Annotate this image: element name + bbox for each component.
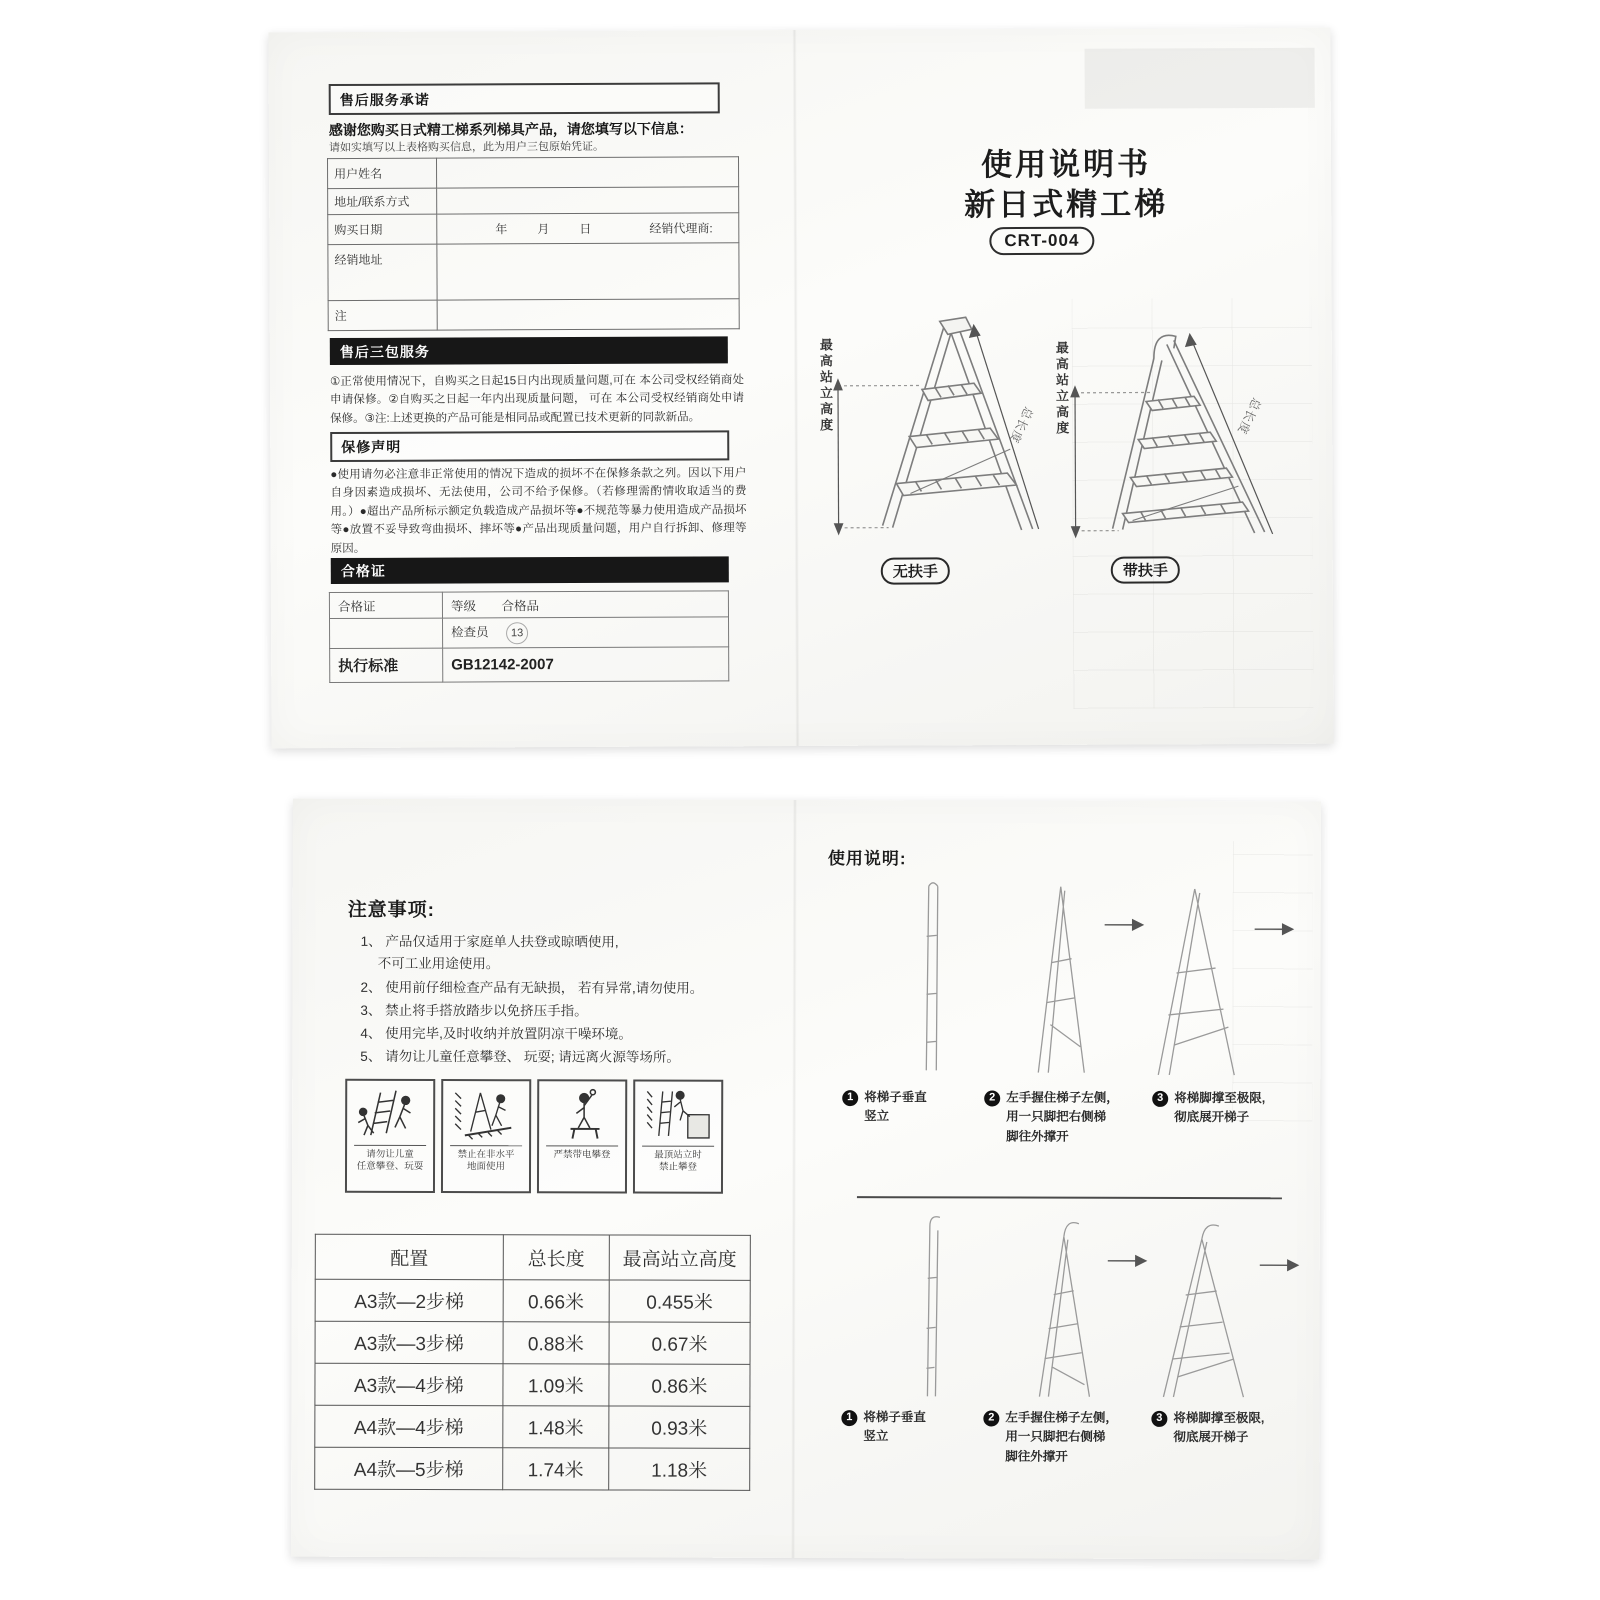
total-length-label: 总长度 <box>1006 404 1036 446</box>
certificate-header: 合格证 <box>331 556 729 584</box>
step-number-badge: 1 <box>842 1090 858 1106</box>
certificate-table <box>329 590 729 683</box>
grade-value: 合格品 <box>501 598 539 613</box>
spec-cell: 0.67米 <box>609 1322 750 1364</box>
note-item: 5、 请勿让儿童任意攀登、 玩耍; 请远离火源等场所。 <box>360 1049 680 1065</box>
inspector-label: 检查员 <box>451 624 489 640</box>
standard-value: GB12142-2007 <box>443 647 729 682</box>
unfold-steps-diagram-tall <box>841 1208 1302 1401</box>
handrail-badge: 带扶手 <box>1111 556 1180 583</box>
section-divider <box>857 1196 1282 1199</box>
spec-header-row <box>315 1234 750 1280</box>
thanks-note: 请如实填写以上表格购买信息，此为用户三包原始凭证。 <box>328 140 604 155</box>
inspector-cell <box>443 617 729 648</box>
notes-list <box>360 931 770 1071</box>
total-length-label: 总长度 <box>1234 395 1264 437</box>
table-row <box>328 243 739 301</box>
no-uneven-ground-icon <box>447 1085 525 1143</box>
unfold-steps-diagram-short <box>842 874 1303 1081</box>
step-number-badge: 1 <box>841 1410 857 1426</box>
step-caption <box>983 1408 1148 1467</box>
table-row <box>330 617 729 649</box>
note-item: 4、 使用完毕,及时收纳并放置阴凉干噪环境。 <box>360 1025 632 1042</box>
spec-cell: A4款—4步梯 <box>315 1405 503 1447</box>
model-badge: CRT-004 <box>989 227 1094 255</box>
warranty-statement-header: 保修声明 <box>330 430 729 462</box>
step-number-badge: 2 <box>983 1410 999 1426</box>
three-guarantee-text: ①正常使用情况下，自购买之日起15日内出现质量问题,可在 本公司受权经销商处申请保修。②自购买之日起一年内出现质量问题， 可在 本公司受权经销商处申请保修。③注:上述更换的产品可能是相同品或配置已技术更新的同款新品。 <box>329 374 745 425</box>
spec-cell: A3款—2步梯 <box>315 1279 503 1321</box>
spec-cell: 0.93米 <box>609 1406 750 1448</box>
spec-row <box>315 1363 750 1406</box>
step-caption <box>1152 1089 1312 1128</box>
divider <box>354 1145 426 1146</box>
three-guarantee-header: 售后三包服务 <box>330 336 728 365</box>
no-electric-work-icon <box>543 1085 621 1143</box>
step-text: 左手握住梯子左侧， 用一只脚把右侧梯 脚往外撑开 <box>1006 1090 1119 1144</box>
standard-label: 执行标准 <box>330 648 443 682</box>
step-caption <box>1151 1409 1311 1448</box>
spec-cell: 1.74米 <box>503 1448 609 1490</box>
thanks-line: 感谢您购买日式精工梯系列梯具产品，请您填写以下信息： <box>328 120 693 139</box>
spec-cell: A3款—3步梯 <box>315 1321 503 1363</box>
purchase-date-cell <box>437 213 739 244</box>
spec-header: 配置 <box>315 1234 503 1279</box>
warning-box-electric <box>537 1079 627 1193</box>
grade-cell <box>442 591 728 618</box>
step-caption <box>984 1088 1149 1147</box>
step-number-badge: 2 <box>984 1090 1000 1106</box>
row-label: 注 <box>328 300 437 330</box>
bleedthrough-ghost <box>1085 48 1315 109</box>
step-text: 左手握住梯子左侧， 用一只脚把右侧梯 脚往外撑开 <box>1005 1410 1118 1464</box>
divider <box>546 1145 618 1146</box>
manual-title-line1: 使用说明书 <box>980 146 1152 183</box>
date-placeholders: 年 月 日 <box>495 221 594 237</box>
dealer-label: 经销代理商: <box>649 221 713 236</box>
step-caption <box>841 1408 976 1447</box>
row-value-blank <box>436 157 738 188</box>
spec-row <box>315 1405 750 1448</box>
after-sales-promise-header: 售后服务承诺 <box>329 82 720 115</box>
warning-box-children <box>345 1079 435 1193</box>
warning-caption: 禁止在非水平 地面使用 <box>457 1149 515 1173</box>
step-caption <box>842 1088 977 1127</box>
manual-title-line2: 新日式精工梯 <box>964 186 1169 223</box>
warranty-statement-text: ●使用请勿必注意非正常使用的情况下造成的损坏不在保修条款之列。因以下用户自身因素造成损坏、无法使用，公司不给予保修。（若修理需酌情收取适当的费用。）●超出产品所标示额定负载造成产品损坏等●不规范等暴力使用造成产品损坏等●放置不妥导致弯曲损坏、摔坏等●产品出现质量问题，用户自行拆卸、修理等原因。 <box>330 467 747 555</box>
note-item: 2、 使用前仔细检查产品有无缺损， 若有异常,请勿使用。 <box>360 979 704 996</box>
spec-cell: 1.48米 <box>503 1406 609 1448</box>
usage-page <box>811 800 1321 1559</box>
table-row <box>328 187 739 215</box>
table-row <box>329 591 728 619</box>
warning-caption: 请勿让儿童 任意攀登、玩耍 <box>356 1148 424 1173</box>
row-value-blank <box>437 299 739 330</box>
grade-label: 等级 <box>450 598 476 614</box>
usage-header: 使用说明: <box>827 849 907 869</box>
spec-cell: 1.18米 <box>609 1448 750 1490</box>
step-number-badge: 3 <box>1151 1411 1167 1427</box>
step-text: 将梯脚撑至极限, 彻底展开梯子 <box>1174 1090 1266 1125</box>
no-children-climbing-icon <box>351 1085 429 1143</box>
fold-crease <box>791 800 797 1558</box>
row-value-blank <box>437 243 739 300</box>
cert-label: 合格证 <box>329 592 442 618</box>
spec-cell: A4款—5步梯 <box>315 1447 503 1489</box>
spec-cell: A3款—4步梯 <box>315 1363 503 1405</box>
step-text: 将梯子垂直 竖立 <box>864 1090 927 1124</box>
step-text: 将梯子垂直 竖立 <box>863 1410 926 1444</box>
row-label: 经销地址 <box>328 244 437 300</box>
table-row <box>327 157 738 189</box>
spec-row <box>315 1279 750 1322</box>
row-label: 地址/联系方式 <box>328 188 437 214</box>
spec-cell: 0.455米 <box>609 1280 750 1322</box>
max-standing-height-label: 最高站立高度 <box>817 337 834 434</box>
notes-header: 注意事项: <box>347 899 436 922</box>
spec-cell: 0.86米 <box>609 1364 750 1406</box>
max-standing-height-label: 最高站立高度 <box>1053 340 1070 437</box>
note-item: 1、 产品仅适用于家庭单人扶登或晾晒使用, 不可工业用途使用。 <box>360 933 619 972</box>
spec-table <box>314 1234 751 1491</box>
cert-label-blank <box>330 618 443 648</box>
no-standing-on-top-icon <box>639 1086 717 1144</box>
title-page <box>800 28 1333 746</box>
spec-header: 总长度 <box>503 1235 609 1280</box>
row-value-blank <box>437 187 739 214</box>
row-label: 用户姓名 <box>327 158 436 188</box>
inspector-stamp: 13 <box>506 622 528 644</box>
warning-box-top-step <box>633 1080 723 1194</box>
table-row <box>330 647 729 683</box>
step-number-badge: 3 <box>1152 1091 1168 1107</box>
fold-crease <box>792 30 799 746</box>
purchase-info-table <box>327 156 740 331</box>
spec-header: 最高站立高度 <box>609 1235 750 1280</box>
no-handrail-badge: 无扶手 <box>881 557 950 584</box>
table-row <box>328 299 739 331</box>
divider <box>642 1146 714 1147</box>
note-item: 3、 禁止将手搭放踏步以免挤压手指。 <box>360 1002 588 1019</box>
warning-box-uneven-ground <box>441 1079 531 1193</box>
spec-row <box>315 1321 750 1364</box>
spec-row <box>315 1447 750 1490</box>
manual-sheet-front <box>268 28 1333 749</box>
divider <box>450 1145 522 1146</box>
spec-cell: 0.66米 <box>503 1280 609 1322</box>
row-label: 购买日期 <box>328 214 437 244</box>
manual-sheet-back <box>291 799 1321 1560</box>
spec-cell: 0.88米 <box>503 1322 609 1364</box>
step-text: 将梯脚撑至极限, 彻底展开梯子 <box>1173 1410 1265 1445</box>
table-row <box>328 213 739 245</box>
warning-caption: 最顶站立时 禁止攀登 <box>654 1149 702 1174</box>
spec-cell: 1.09米 <box>503 1364 609 1406</box>
warning-caption: 严禁带电攀登 <box>553 1149 611 1161</box>
